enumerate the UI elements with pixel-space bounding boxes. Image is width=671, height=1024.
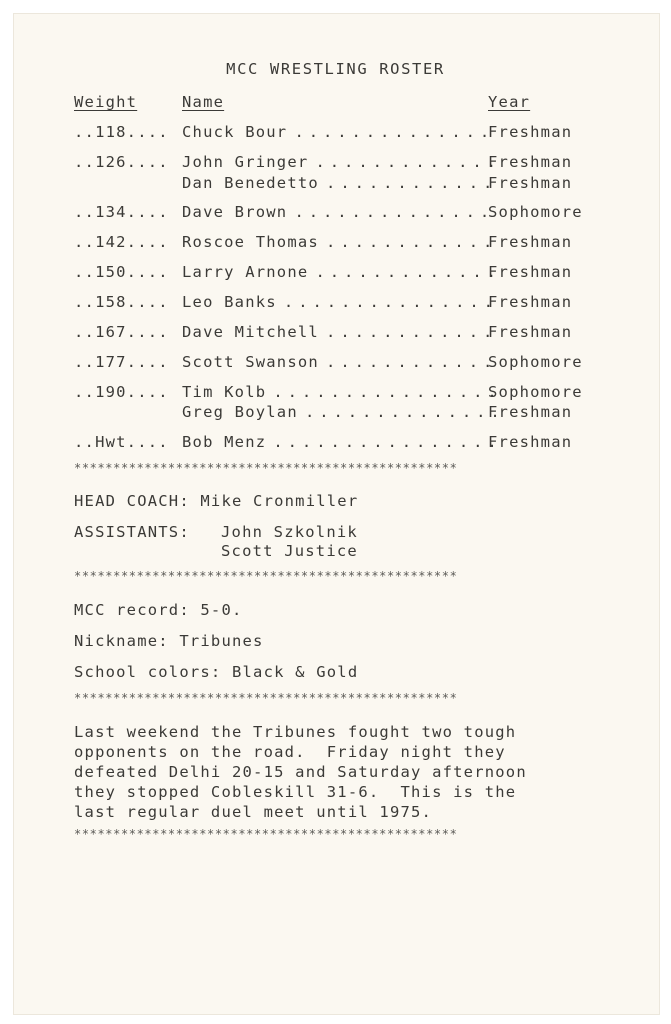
roster-row — [74, 322, 604, 342]
roster-row — [74, 432, 604, 452]
roster-row — [74, 122, 604, 142]
header-name: Name — [182, 93, 225, 111]
header-year: Year — [488, 93, 531, 111]
roster-year: Freshman — [488, 433, 573, 451]
roster-year: Sophomore — [488, 203, 583, 221]
roster-weight: ..158.... — [74, 293, 169, 311]
paragraph-line: opponents on the road. Friday night they — [74, 743, 506, 761]
roster-row — [74, 382, 604, 402]
roster-weight: ..142.... — [74, 233, 169, 251]
separator-line: ************************************************* — [74, 691, 458, 705]
separator-line: ************************************************* — [74, 569, 458, 583]
roster-row — [74, 402, 604, 422]
roster-year: Sophomore — [488, 383, 583, 401]
school-colors: School colors: Black & Gold — [74, 663, 359, 681]
separator-line: ************************************************* — [74, 827, 458, 841]
roster-name: Larry Arnone . . . — [182, 262, 496, 282]
roster-name: Dave Brown . . . — [182, 202, 496, 222]
header-weight: Weight — [74, 93, 138, 111]
roster-name: Tim Kolb . . . — [182, 382, 496, 402]
roster-year: Freshman — [488, 263, 573, 281]
roster-year: Freshman — [488, 123, 573, 141]
recap-paragraph — [74, 722, 614, 822]
roster-weight: ..177.... — [74, 353, 169, 371]
roster-year: Sophomore — [488, 353, 583, 371]
roster-weight: ..Hwt.... — [74, 433, 169, 451]
roster-row — [74, 152, 604, 172]
team-nickname: Nickname: Tribunes — [74, 632, 264, 650]
roster-year: Freshman — [488, 323, 573, 341]
page-title: MCC WRESTLING ROSTER — [226, 60, 445, 78]
roster-name: Greg Boylan . . . — [182, 402, 496, 422]
roster-row — [74, 232, 604, 252]
roster-weight: ..150.... — [74, 263, 169, 281]
roster-row — [74, 262, 604, 282]
roster-weight: ..167.... — [74, 323, 169, 341]
roster-weight: ..118.... — [74, 123, 169, 141]
roster-row — [74, 202, 604, 222]
roster-name: Leo Banks . . . — [182, 292, 496, 312]
assistant-name: Scott Justice — [221, 542, 358, 560]
head-coach: HEAD COACH: Mike Cronmiller — [74, 492, 359, 510]
roster-name: Roscoe Thomas . . . — [182, 232, 496, 252]
roster-year: Freshman — [488, 293, 573, 311]
roster-name: Dan Benedetto . . . — [182, 173, 496, 193]
roster-name: Dave Mitchell . . . — [182, 322, 496, 342]
team-record: MCC record: 5-0. — [74, 601, 243, 619]
roster-name: Bob Menz . . . — [182, 432, 496, 452]
assistant-name: John Szkolnik — [221, 523, 358, 541]
roster-year: Freshman — [488, 174, 573, 192]
roster-weight: ..134.... — [74, 203, 169, 221]
paragraph-line: last regular duel meet until 1975. — [74, 803, 433, 821]
paragraph-line: they stopped Cobleskill 31-6. This is the — [74, 783, 517, 801]
roster-row — [74, 173, 604, 193]
roster-weight: ..190.... — [74, 383, 169, 401]
roster-weight: ..126.... — [74, 153, 169, 171]
roster-name: Scott Swanson . . . — [182, 352, 496, 372]
roster-row — [74, 292, 604, 312]
roster-year: Freshman — [488, 153, 573, 171]
roster-year: Freshman — [488, 233, 573, 251]
roster-name: Chuck Bour . . . — [182, 122, 496, 142]
paragraph-line: defeated Delhi 20-15 and Saturday afternoon — [74, 763, 527, 781]
separator-line: ************************************************* — [74, 461, 458, 475]
roster-name: John Gringer . . . — [182, 152, 496, 172]
roster-year: Freshman — [488, 403, 573, 421]
paragraph-line: Last weekend the Tribunes fought two tough — [74, 723, 517, 741]
assistants-label: ASSISTANTS: — [74, 523, 190, 541]
roster-row — [74, 352, 604, 372]
